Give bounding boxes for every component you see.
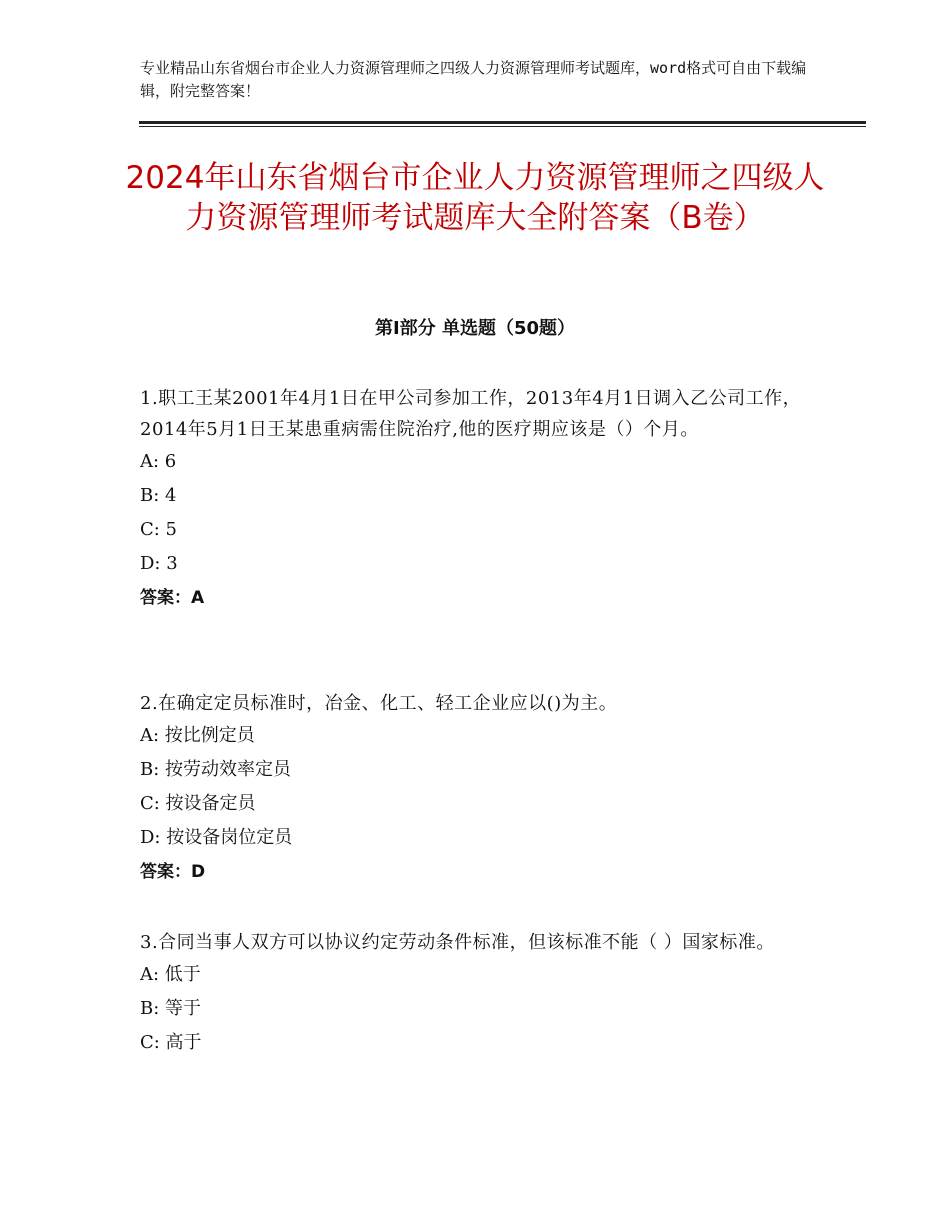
question-2 [140,688,810,889]
header-divider [139,121,866,127]
option-c: C: 按设备定员 [140,793,256,814]
document-title: 2024年山东省烟台市企业人力资源管理师之四级人力资源管理师考试题库大全附答案（B卷） [125,160,825,236]
option-a: A: 按比例定员 [140,725,255,746]
option-c: C: 5 [140,519,178,540]
option-b: B: 按劳动效率定员 [140,759,292,780]
question-1 [140,383,810,615]
option-b: B: 4 [140,485,177,506]
question-stem: 1.职工王某2001年4月1日在甲公司参加工作，2013年4月1日调入乙公司工作，2014年5月1日王某患重病需住院治疗,他的医疗期应该是（）个月。 [140,388,802,440]
option-c: C: 高于 [140,1032,202,1053]
option-d: D: 3 [140,553,178,574]
option-d: D: 按设备岗位定员 [140,827,293,848]
section-heading: 第Ⅰ部分 单选题（50题） [374,318,575,339]
option-a: A: 低于 [140,964,201,985]
option-a: A: 6 [140,451,177,472]
answer: 答案：D [140,862,206,882]
question-stem: 3.合同当事人双方可以协议约定劳动条件标准，但该标准不能（ ）国家标准。 [140,932,775,953]
question-3 [140,927,810,1060]
option-b: B: 等于 [140,998,202,1019]
question-stem: 2.在确定定员标准时，冶金、化工、轻工企业应以()为主。 [140,693,618,714]
header-note: 专业精品山东省烟台市企业人力资源管理师之四级人力资源管理师考试题库，word格式可自由下载编辑，附完整答案！ [140,59,807,100]
answer: 答案：A [140,588,205,608]
